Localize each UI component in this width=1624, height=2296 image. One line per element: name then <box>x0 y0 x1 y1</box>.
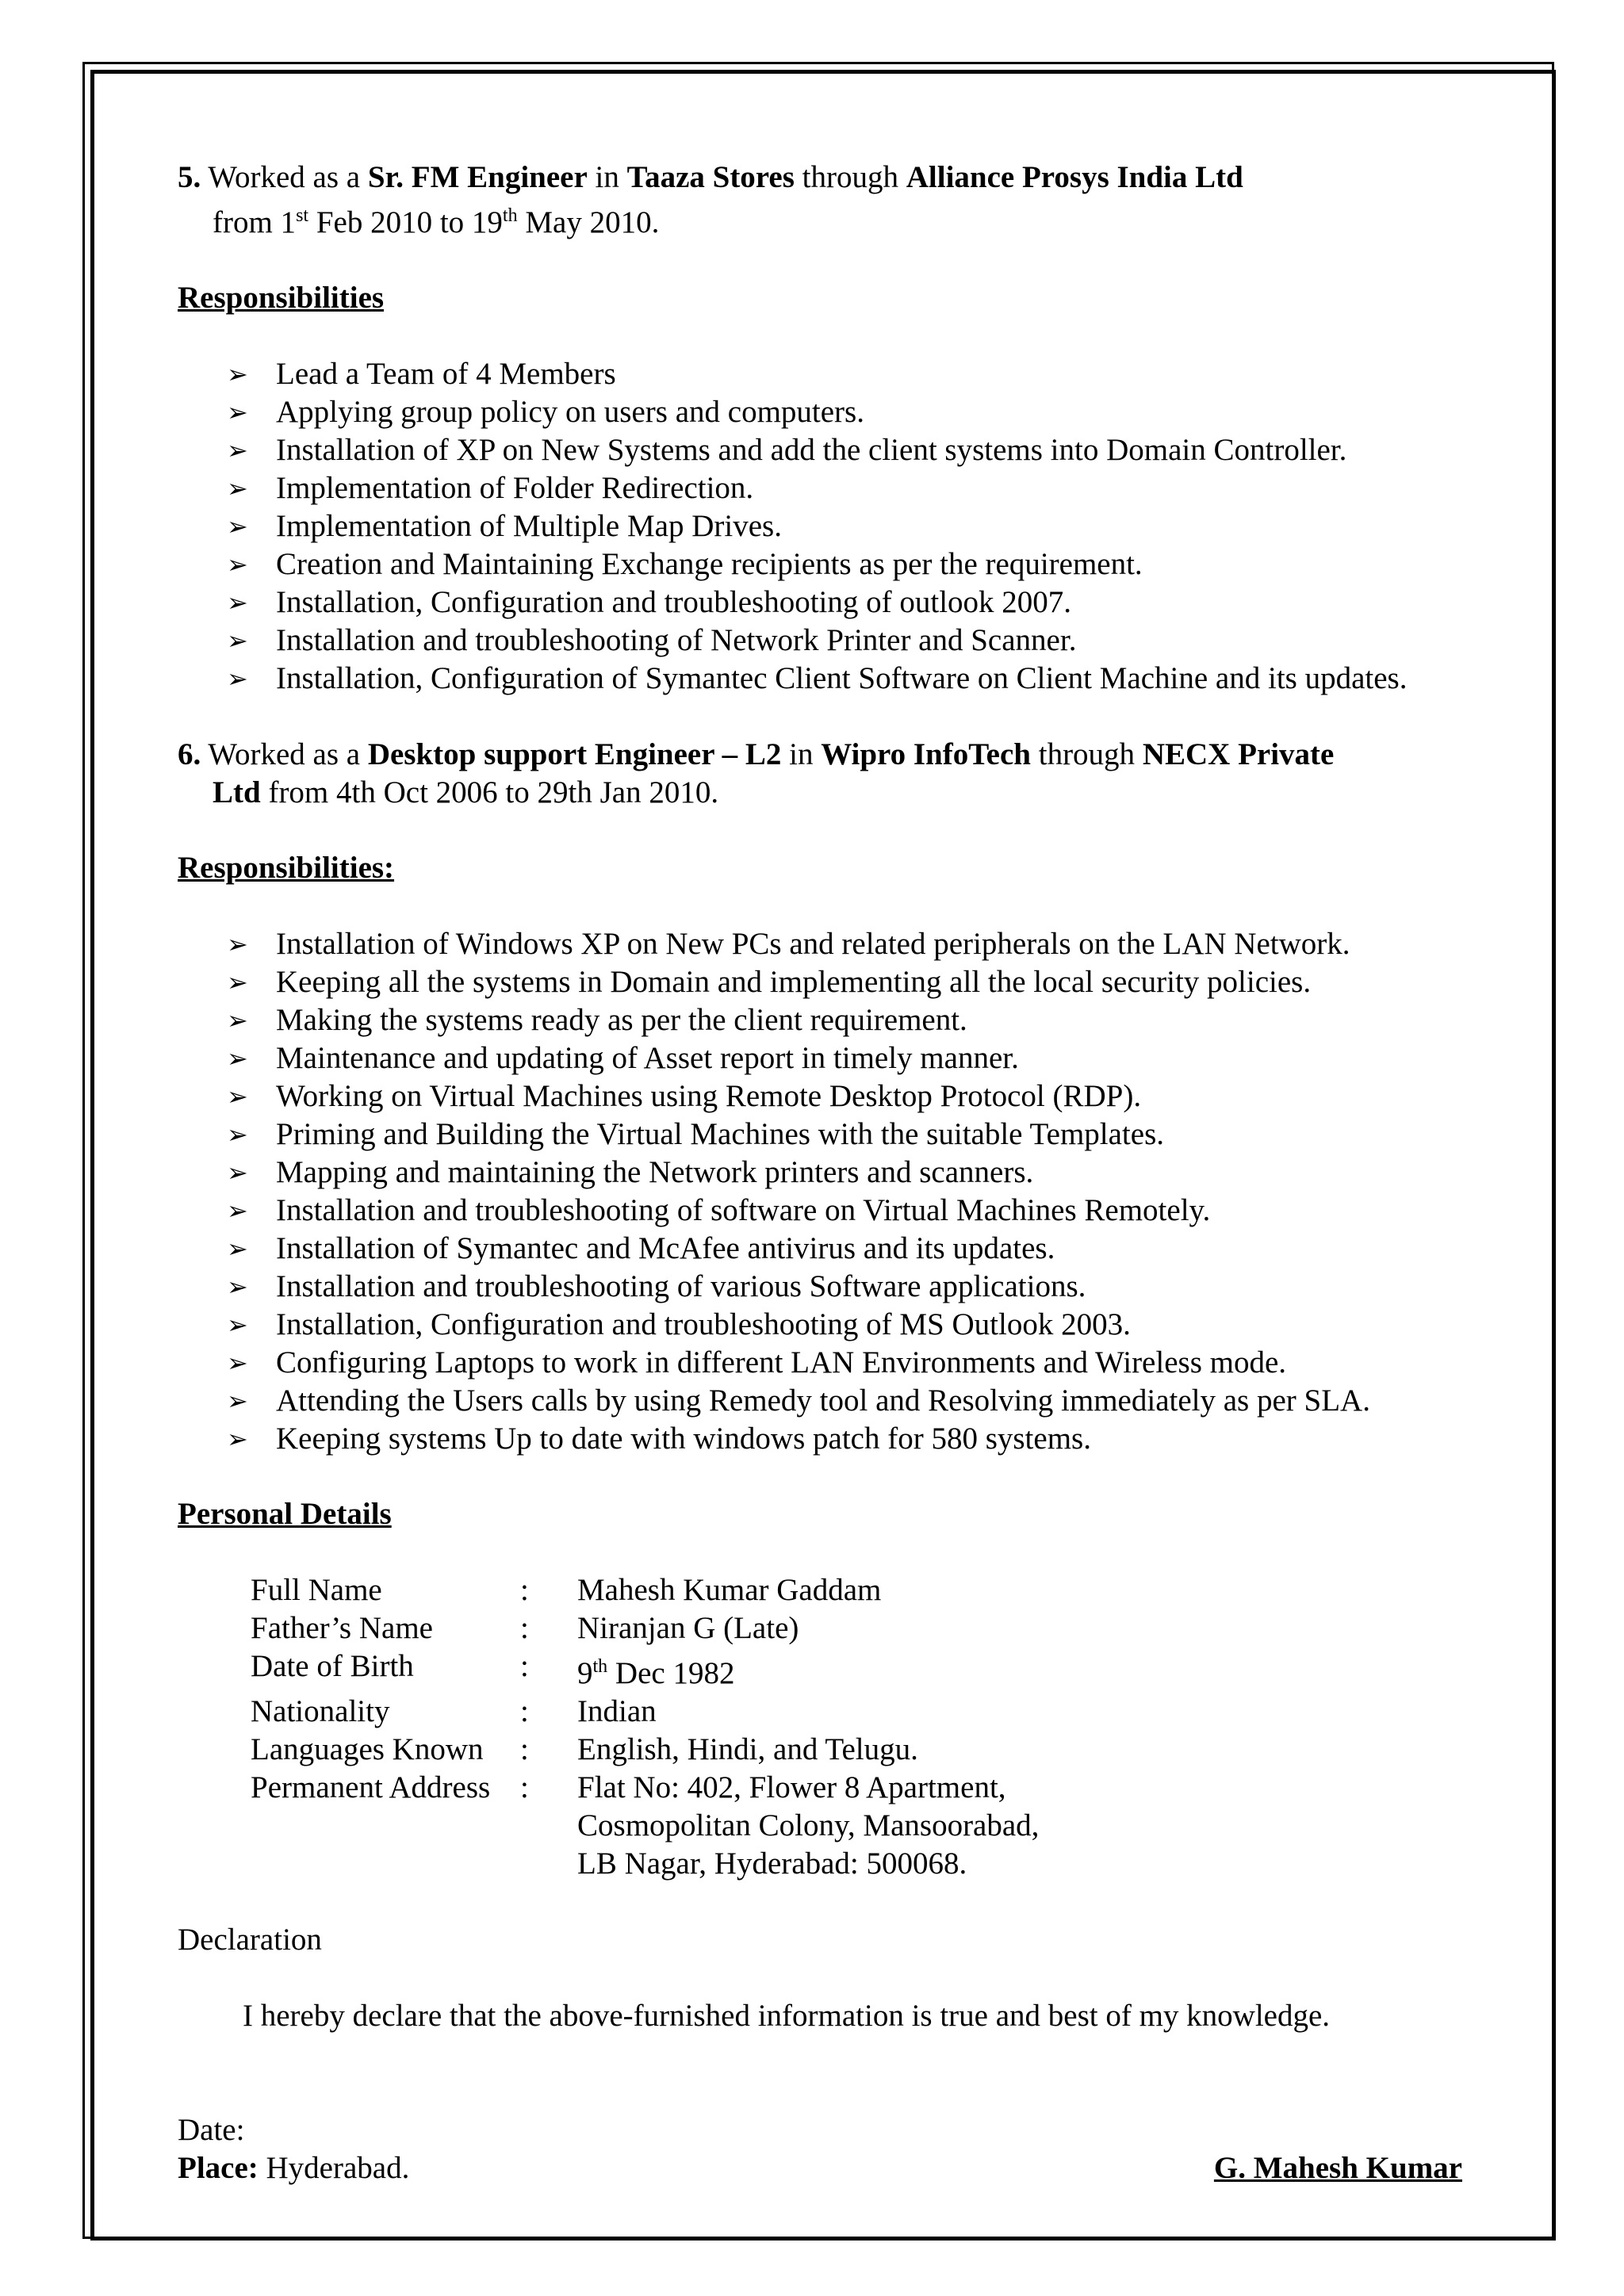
place-value: Hyderabad. <box>258 2151 410 2185</box>
arrow-bullet-icon: ➢ <box>227 359 248 389</box>
personal-details-heading: Personal Details <box>178 1497 392 1531</box>
arrow-bullet-icon: ➢ <box>227 473 248 503</box>
job-5-role: Sr. FM Engineer <box>367 160 588 194</box>
list-item: ➢ Working on Virtual Machines using Remote Desktop Protocol (RDP). <box>178 1077 1462 1115</box>
job-5-responsibilities-heading: Responsibilities <box>178 281 385 315</box>
job-5-text-c: through <box>794 160 906 194</box>
job-6-company: Wipro InfoTech <box>821 737 1031 771</box>
list-item: ➢ Installation of XP on New Systems and add the client systems into Domain Controller. <box>178 431 1462 469</box>
list-item: ➢ Installation and troubleshooting of various Software applications. <box>178 1268 1462 1306</box>
job-5-dates: from 1st Feb 2010 to 19th May 2010. <box>213 205 660 239</box>
place-line <box>178 2149 1462 2187</box>
declaration-heading: Declaration <box>178 1923 322 1957</box>
declaration-text: I hereby declare that the above-furnished information is true and best of my knowledge. <box>243 1999 1331 2033</box>
job-5-header <box>178 159 1462 242</box>
pd-label: Nationality <box>251 1694 390 1728</box>
arrow-bullet-icon: ➢ <box>227 1119 248 1150</box>
arrow-bullet-icon: ➢ <box>227 1043 248 1073</box>
table-row: Full Name : Mahesh Kumar Gaddam <box>251 1571 1039 1609</box>
arrow-bullet-icon: ➢ <box>227 587 248 618</box>
personal-details-table <box>251 1571 1039 1883</box>
arrow-bullet-icon: ➢ <box>227 1310 248 1340</box>
signature-name: G. Mahesh Kumar <box>1213 2151 1462 2185</box>
list-item: ➢ Installation and troubleshooting of Network Printer and Scanner. <box>178 622 1462 660</box>
arrow-bullet-icon: ➢ <box>227 1348 248 1378</box>
arrow-bullet-icon: ➢ <box>227 1158 248 1188</box>
place-label: Place: <box>178 2151 259 2185</box>
list-item: ➢ Installation, Configuration and troubleshooting of MS Outlook 2003. <box>178 1306 1462 1344</box>
arrow-bullet-icon: ➢ <box>227 929 248 959</box>
pd-value: Mahesh Kumar Gaddam <box>577 1573 882 1607</box>
arrow-bullet-icon: ➢ <box>227 1196 248 1226</box>
arrow-bullet-icon: ➢ <box>227 511 248 541</box>
table-row: Date of Birth : 9th Dec 1982 <box>251 1647 1039 1693</box>
arrow-bullet-icon: ➢ <box>227 967 248 997</box>
arrow-bullet-icon: ➢ <box>227 435 248 465</box>
arrow-bullet-icon: ➢ <box>227 1081 248 1112</box>
table-row: Father’s Name : Niranjan G (Late) <box>251 1609 1039 1647</box>
list-item: ➢ Installation of Windows XP on New PCs and related peripherals on the LAN Network. <box>178 925 1462 963</box>
list-item: ➢ Keeping all the systems in Domain and implementing all the local security policies. <box>178 963 1462 1001</box>
job-5-company: Taaza Stores <box>626 160 795 194</box>
arrow-bullet-icon: ➢ <box>227 626 248 656</box>
job-5-text-a: Worked as a <box>201 160 368 194</box>
pd-value: Niranjan G (Late) <box>577 1611 799 1645</box>
list-item: ➢ Implementation of Folder Redirection. <box>178 469 1462 507</box>
pd-value: 9th Dec 1982 <box>577 1656 735 1690</box>
list-item: ➢ Keeping systems Up to date with windows patch for 580 systems. <box>178 1420 1462 1458</box>
arrow-bullet-icon: ➢ <box>227 664 248 694</box>
pd-value: Indian <box>577 1694 657 1728</box>
list-item: ➢ Attending the Users calls by using Remedy tool and Resolving immediately as per SLA. <box>178 1382 1462 1420</box>
table-row: Nationality : Indian <box>251 1693 1039 1731</box>
job-5-agency: Alliance Prosys India Ltd <box>906 160 1243 194</box>
arrow-bullet-icon: ➢ <box>227 549 248 580</box>
list-item: ➢ Installation, Configuration and troubleshooting of outlook 2007. <box>178 584 1462 622</box>
job-6-dates: Ltd from 4th Oct 2006 to 29th Jan 2010. <box>213 775 719 809</box>
pd-label: Languages Known <box>251 1732 484 1766</box>
job-5-text-b: in <box>587 160 627 194</box>
pd-label: Father’s Name <box>251 1611 433 1645</box>
list-item: ➢ Priming and Building the Virtual Machines with the suitable Templates. <box>178 1115 1462 1154</box>
job-6-header: 6. Worked as a Desktop support Engineer – L2 in Wipro InfoTech through NECX Private Ltd from 4th Oct 2006 to 29th Jan 2010. <box>178 736 1462 812</box>
pd-label: Permanent Address <box>251 1770 491 1804</box>
list-item: ➢ Implementation of Multiple Map Drives. <box>178 507 1462 545</box>
job-5-responsibilities-list <box>178 355 1462 698</box>
arrow-bullet-icon: ➢ <box>227 1386 248 1416</box>
arrow-bullet-icon: ➢ <box>227 1234 248 1264</box>
table-row: Permanent Address : Flat No: 402, Flower 8 Apartment, Cosmopolitan Colony, Mansoorabad, LB Nagar, Hyderabad: 500068. <box>251 1769 1039 1883</box>
list-item: ➢ Installation and troubleshooting of software on Virtual Machines Remotely. <box>178 1192 1462 1230</box>
list-item: ➢ Making the systems ready as per the client requirement. <box>178 1001 1462 1039</box>
list-item: ➢ Mapping and maintaining the Network printers and scanners. <box>178 1154 1462 1192</box>
date-label: Date: <box>178 2113 245 2147</box>
job-6-number: 6. <box>178 737 201 771</box>
list-item: ➢ Applying group policy on users and computers. <box>178 393 1462 431</box>
list-item: ➢ Creation and Maintaining Exchange recipients as per the requirement. <box>178 545 1462 584</box>
job-6-role: Desktop support Engineer – L2 <box>367 737 782 771</box>
pd-value: English, Hindi, and Telugu. <box>577 1732 918 1766</box>
job-6-responsibilities-heading: Responsibilities: <box>178 851 395 885</box>
arrow-bullet-icon: ➢ <box>227 1005 248 1035</box>
list-item: ➢ Installation of Symantec and McAfee antivirus and its updates. <box>178 1230 1462 1268</box>
arrow-bullet-icon: ➢ <box>227 1272 248 1302</box>
list-item: ➢ Configuring Laptops to work in different LAN Environments and Wireless mode. <box>178 1344 1462 1382</box>
pd-label: Date of Birth <box>251 1649 414 1683</box>
pd-label: Full Name <box>251 1573 382 1607</box>
table-row: Languages Known : English, Hindi, and Telugu. <box>251 1731 1039 1769</box>
pd-value: Flat No: 402, Flower 8 Apartment, Cosmopolitan Colony, Mansoorabad, LB Nagar, Hyderabad: 500068. <box>577 1770 1040 1881</box>
list-item: ➢ Installation, Configuration of Symantec Client Software on Client Machine and its updates. <box>178 660 1462 698</box>
job-6-agency: NECX Private <box>1142 737 1335 771</box>
list-item: ➢ Lead a Team of 4 Members <box>178 355 1462 393</box>
arrow-bullet-icon: ➢ <box>227 397 248 427</box>
job-5-number: 5. <box>178 160 201 194</box>
list-item: ➢ Maintenance and updating of Asset report in timely manner. <box>178 1039 1462 1077</box>
arrow-bullet-icon: ➢ <box>227 1424 248 1454</box>
job-6-responsibilities-list <box>178 925 1462 1458</box>
resume-content <box>178 159 1462 2187</box>
